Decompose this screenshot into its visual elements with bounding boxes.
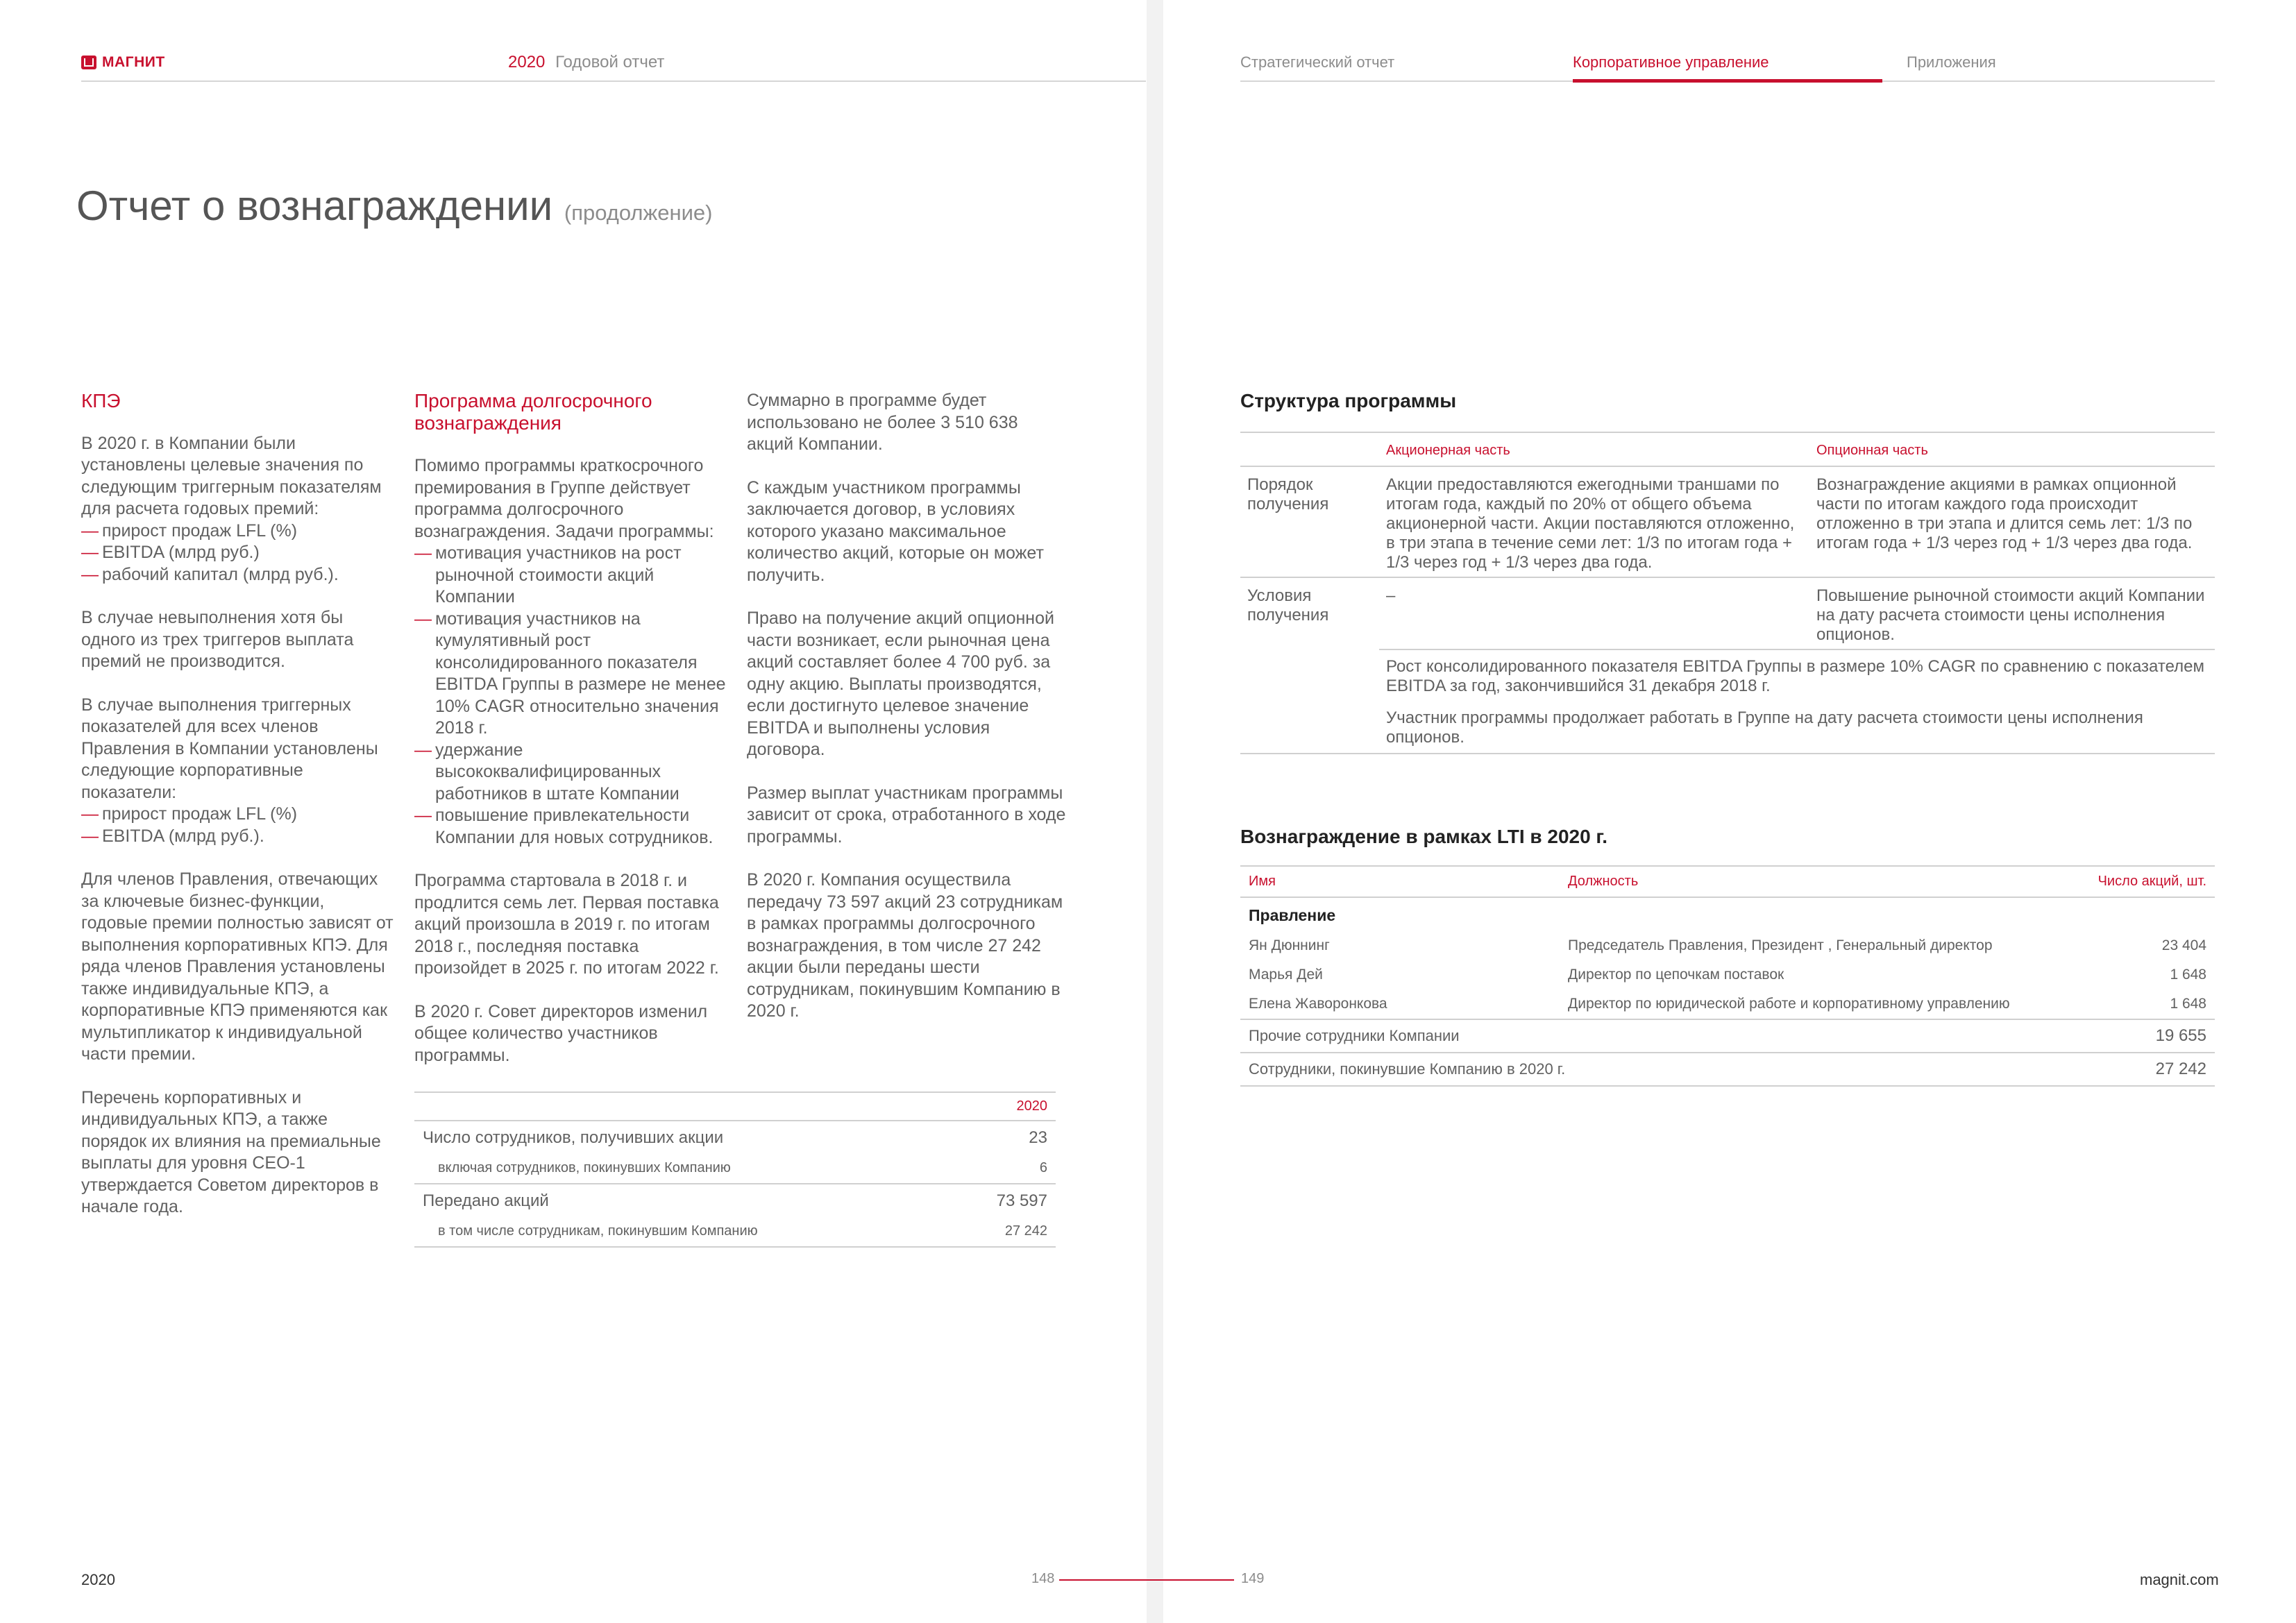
table-header (414, 1092, 952, 1121)
table-cell: Акции предоставляются ежегодными траншами по итогам года, каждый по 20% от общего объема акционерной части. Акции поставляются отложенно, в три этапа в течение семи лет: 1/3 по итогам года + 1/3 через год + 1/3 через два года. (1386, 475, 1795, 572)
page-gutter (1147, 0, 1163, 1623)
list-item: — рабочий капитал (млрд руб.). (81, 564, 394, 586)
table-cell-label: Передано акций (423, 1191, 549, 1210)
table-cell: Повышение рыночной стоимости акций Компании на дату расчета стоимости цены исполнения опционов. (1809, 577, 2215, 649)
table-row (1240, 1053, 2215, 1086)
report-heading (508, 53, 664, 72)
table-row (1240, 960, 2215, 989)
lti-heading: Вознаграждение в рамках LTI в 2020 г. (1240, 826, 1608, 847)
lti-program-paragraph-1: Помимо программы краткосрочного премирования в Группе действует программа долгосрочного вознаграждения. Задачи программы: (414, 456, 714, 541)
footer-page-right: 149 (1241, 1571, 1265, 1586)
list-item: — EBITDA (млрд руб.). (81, 826, 394, 848)
table-cell-position: Председатель Правления, Президент , Генеральный директор (1568, 937, 1993, 953)
lti-program-paragraph-3: В 2020 г. Совет директоров изменил общее количество участников программы. (414, 1001, 708, 1065)
list-item: — прирост продаж LFL (%) (81, 804, 394, 826)
table-row (1240, 649, 2215, 700)
kpi-trigger-list (81, 520, 394, 586)
list-item: — мотивация участников на кумулятивный рост консолидированного показателя EBITDA Группы в размере не менее 10% CAGR относительно значения 2018 г. (414, 609, 727, 740)
table-row (414, 1218, 1056, 1247)
lti-program-goals-list (414, 543, 727, 849)
table-cell-name: Елена Жаворонкова (1249, 996, 1387, 1012)
nav-appendices[interactable]: Приложения (1907, 53, 1996, 71)
table-header-shares: Число акций, шт. (2097, 874, 2206, 889)
lti-program-paragraph-2: Программа стартовала в 2018 г. и продлится семь лет. Первая поставка акций произошла в 2019 г. по итогам 2018 г., последняя поставка произойдет в 2025 г. по итогам 2022 г. (414, 871, 719, 978)
table-header-equity: Акционерная часть (1386, 443, 1510, 458)
logo[interactable] (81, 54, 165, 71)
lti-details-paragraph-3: Право на получение акций опционной части возникает, если рыночная цена акций составляет более 4 700 руб. за одну акцию. Выплаты производятся, если достигнуто целевое значение EBITDA и выполнены условия договора. (747, 609, 1054, 759)
table-cell-label: включая сотрудников, покинувших Компанию (438, 1160, 731, 1175)
list-item: — повышение привлекательности Компании для новых сотрудников. (414, 805, 727, 849)
table-cell-name: Марья Дей (1249, 967, 1323, 983)
table-cell: – (1379, 577, 1809, 649)
table-cell-name: Ян Дюннинг (1249, 937, 1330, 953)
header-rule-left (81, 80, 1146, 82)
table-cell-shares: 1 648 (2170, 996, 2206, 1012)
kpi-paragraph-1: В 2020 г. в Компании были установлены целевые значения по следующим триггерным показателям для расчета годовых премий: (81, 433, 382, 518)
row-label: Порядок получения (1247, 475, 1329, 513)
column-lti-details (747, 390, 1066, 1044)
list-item: — удержание высококвалифицированных работников в штате Компании (414, 740, 727, 806)
footer-year: 2020 (81, 1571, 115, 1588)
list-item: — мотивация участников на рост рыночной стоимости акций Компании (414, 543, 727, 609)
lti-details-paragraph-1: Суммарно в программе будет использовано не более 3 510 638 акций Компании. (747, 391, 1018, 454)
list-item: — EBITDA (млрд руб.) (81, 542, 394, 564)
table-row (1240, 931, 2215, 960)
report-year: 2020 (508, 53, 546, 71)
kpi-heading: КПЭ (81, 390, 121, 411)
table-cell-position: Директор по цепочкам поставок (1568, 967, 1784, 983)
logo-text: МАГНИТ (102, 54, 165, 70)
table-cell-label: в том числе сотрудникам, покинувшим Компанию (438, 1223, 758, 1239)
table-row (1240, 577, 2215, 649)
table-row (414, 1184, 1056, 1218)
kpi-paragraph-4: Для членов Правления, отвечающих за ключевые бизнес-функции, годовые премии полностью зависят от выполнения корпоративных КПЭ. Для ряда членов Правления установлены также индивидуальные КПЭ, а корпоративные КПЭ применяются как мультипликатор к индивидуальной части премии. (81, 869, 394, 1064)
table-cell-position: Директор по юридической работе и корпоративному управлению (1568, 996, 2010, 1012)
table-cell-shares: 27 242 (2155, 1060, 2206, 1078)
shares-transfer-table (414, 1091, 1056, 1248)
table-cell-value: 73 597 (996, 1191, 1047, 1210)
column-kpi (81, 390, 394, 1240)
column-lti-program (414, 390, 727, 1088)
table-cell: Рост консолидированного показателя EBITDA Группы в размере 10% CAGR по сравнению с показателем EBITDA за год, закончившийся 31 декабря 2018 г. (1386, 657, 2204, 695)
lti-program-heading: Программа долгосрочного вознаграждения (414, 390, 652, 434)
table-cell: Участник программы продолжает работать в Группе на дату расчета стоимости цены исполнения опционов. (1379, 700, 2215, 754)
footer-page-divider (1059, 1579, 1234, 1581)
kpi-paragraph-3: В случае выполнения триггерных показателей для всех членов Правления в Компании установлены следующие корпоративные показатели: (81, 695, 378, 802)
report-title: Годовой отчет (555, 53, 665, 71)
table-cell-label: Число сотрудников, получивших акции (423, 1128, 724, 1147)
table-cell-shares: 19 655 (2155, 1026, 2206, 1045)
table-cell-shares: 1 648 (2170, 967, 2206, 983)
nav-active-indicator (1573, 79, 1882, 83)
list-item: — прирост продаж LFL (%) (81, 520, 394, 543)
table-header-option: Опционная часть (1816, 443, 1928, 458)
group-label: Правление (1249, 906, 1336, 924)
row-label: Условия получения (1240, 577, 1379, 754)
nav-strategic-report[interactable]: Стратегический отчет (1240, 53, 1395, 71)
table-cell-shares: 23 404 (2161, 937, 2206, 953)
table-cell-value: 27 242 (1004, 1223, 1047, 1239)
table-row (1240, 700, 2215, 754)
logo-mark-icon (81, 56, 96, 69)
page-title-sub: (продолжение) (564, 201, 713, 225)
footer-page-left: 148 (1031, 1571, 1055, 1586)
table-header (1240, 432, 1379, 466)
table-header-name: Имя (1249, 874, 1276, 889)
page-title (76, 182, 713, 230)
kpi-paragraph-5: Перечень корпоративных и индивидуальных КПЭ, а также порядок их влияния на премиальные выплаты для уровня CEO-1 утверждается Советом директоров в начале года. (81, 1087, 381, 1216)
table-row (1240, 989, 2215, 1019)
lti-details-paragraph-2: С каждым участником программы заключается договор, в условиях которого указано максимальное количество акций, которые он может получить. (747, 477, 1044, 585)
page-title-main: Отчет о вознаграждении (76, 182, 553, 229)
table-row (1240, 897, 2215, 931)
table-header-year: 2020 (1016, 1098, 1047, 1114)
lti-details-paragraph-5: В 2020 г. Компания осуществила передачу 73 597 акций 23 сотрудникам в рамках программы долгосрочного вознаграждения, в том числе 27 242 акции были переданы шести сотрудникам, покинувшим Компанию в 2020 г. (747, 870, 1063, 1021)
table-header-position: Должность (1568, 874, 1639, 889)
structure-heading: Структура программы (1240, 390, 1457, 411)
table-row (1240, 466, 2215, 577)
table-cell-name: Сотрудники, покинувшие Компанию в 2020 г. (1249, 1060, 1566, 1078)
lti-table (1240, 865, 2215, 1087)
table-row (1240, 1019, 2215, 1053)
table-row (414, 1155, 1056, 1184)
table-cell-name: Прочие сотрудники Компании (1249, 1027, 1460, 1044)
nav-corporate-governance[interactable]: Корпоративное управление (1573, 53, 1769, 71)
structure-table (1240, 432, 2215, 754)
table-cell-value: 23 (1029, 1128, 1047, 1147)
table-cell-value: 6 (1039, 1160, 1047, 1175)
kpi-corporate-list (81, 804, 394, 847)
lti-details-paragraph-4: Размер выплат участникам программы зависит от срока, отработанного в ходе программы. (747, 783, 1066, 847)
footer-site-link[interactable]: magnit.com (2140, 1571, 2219, 1588)
table-row (414, 1121, 1056, 1155)
kpi-paragraph-2: В случае невыполнения хотя бы одного из трех триггеров выплата премий не производится. (81, 608, 354, 671)
table-cell: Вознаграждение акциями в рамках опционной части по итогам каждого года происходит отложенно в три этапа и длится семь лет: 1/3 по итогам года + 1/3 через год + 1/3 через два года. (1816, 475, 2193, 552)
